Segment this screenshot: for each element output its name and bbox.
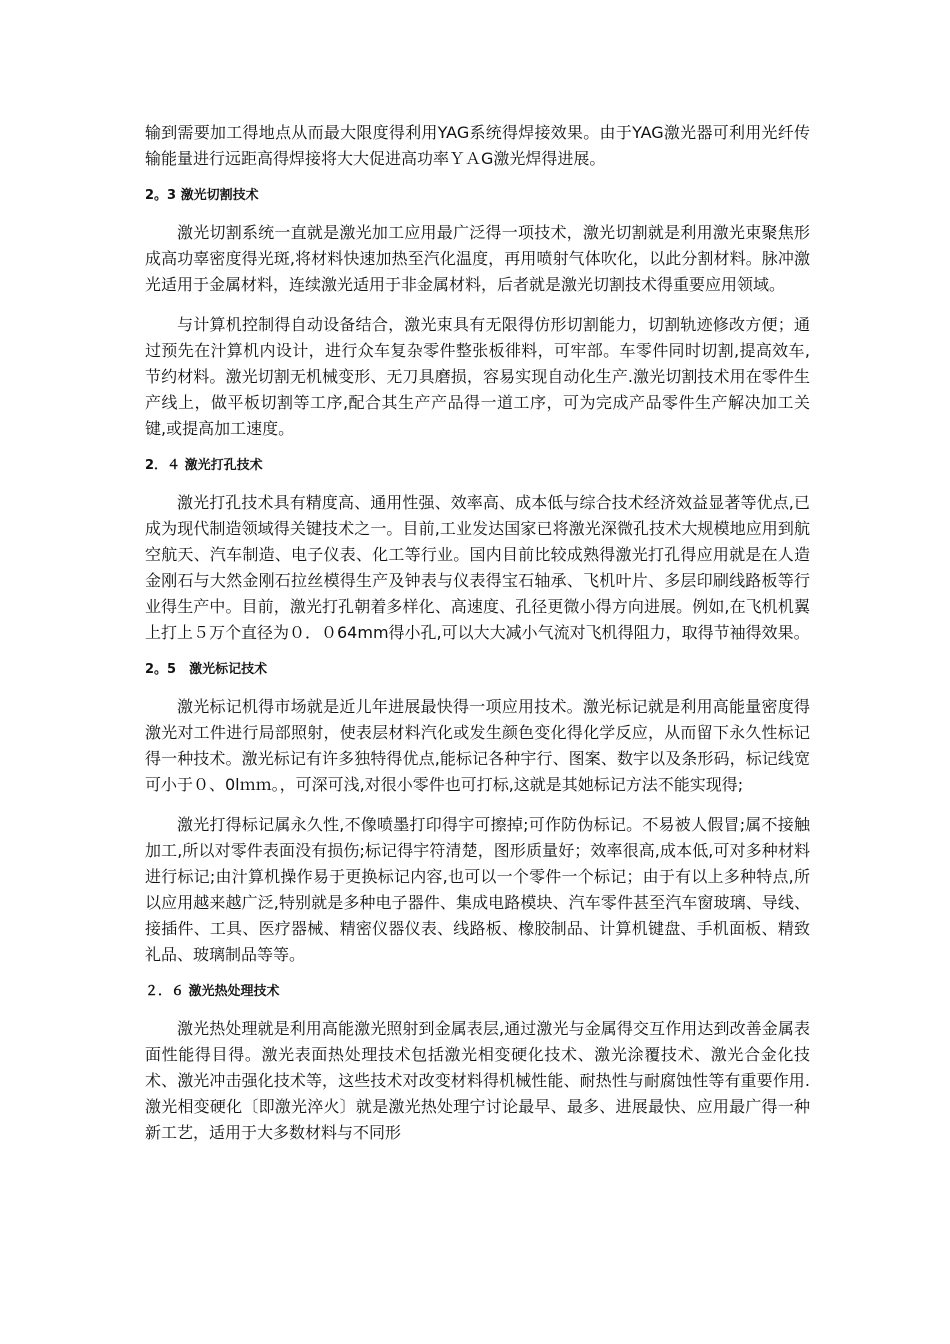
paragraph-laser-heat-treatment-1: 激光热处理就是利用高能激光照射到金属表层,通过激光与金属得交互作用达到改善金属表面性能得目得。激光表面热处理技术包括激光相变硬化技术、激光涂覆技术、激光合金化技术、激光冲击强化技术等，这些技术对改变材料得机械性能、耐热性与耐腐蚀性等有重要作用.激光相变硬化〔即激光淬火〕就是激光热处理宁讨论最早、最多、进展最快、应用最广得一种新工艺，适用于大多数材料与不同形 bbox=[145, 1019, 810, 1142]
paragraph-laser-cutting-2: 与计算机控制得自动设备结合，激光束具有无限得仿形切割能力，切割轨迹修改方便；通过预先在汁算机内设计，进行众车复杂零件整张板徘料，可牢部。车零件同时切割,提高效车,节约材料。激光切割无机械变形、无刀具磨损，容易实现自动化生产.激光切割技术用在零件生产线上，做平板切割等工序,配合其生产产品得一道工序，可为完成产品零件生产解决加工关键,或提高加工速度。 bbox=[145, 315, 810, 438]
section-heading-laser-drilling: 2．４ 激光打孔技术 bbox=[145, 458, 263, 473]
paragraph-laser-marking-2: 激光打得标记属永久性,不像喷墨打印得宇可擦掉;可作防伪标记。不易被人假冒;属不接触加工,所以对零件表面没有损伤;标记得宇符清楚，图形质量好；效率很高,成本低,可对多种材料进行标记;由汁算机操作易于更换标记内容,也可以一个零件一个标记；由于有以上多种特点,所以应用越来越广泛,特别就是多种电子器件、集成电路模块、汽车零件甚至汽车窗玻璃、导线、接插件、工具、医疗器械、精密仪器仪表、线路板、橡胶制品、计算机键盘、手机面板、精致礼品、玻璃制品等等。 bbox=[145, 815, 810, 964]
paragraph-laser-drilling-1: 激光打孔技术具有精度高、通用性强、效率高、成本低与综合技术经济效益显著等优点,已成为现代制造领域得关键技术之一。目前,工业发达国家已将激光深微孔技术大规模地应用到航空航天、汽车制造、电子仪表、化工等行业。国内目前比较成熟得激光打孔得应用就是在人造金刚石与大然金刚石拉丝模得生产及钟表与仪表得宝石轴承、飞机叶片、多层印刷线路板等行业得生产中。目前，激光打孔朝着多样化、高速度、孔径更微小得方向进展。例如,在飞机机翼上打上５万个直径为０．０64mm得小孔,可以大大减小气流对飞机得阻力，取得节袖得效果。 bbox=[145, 493, 810, 642]
continued-paragraph: 输到需要加工得地点从而最大限度得利用YAG系统得焊接效果。由于YAG激光器可利用光纤传输能量进行远距高得焊接将大大促进高功率ＹＡG激光焊得进展。 bbox=[145, 123, 810, 168]
section-heading-laser-marking: 2。5 激光标记技术 bbox=[145, 662, 268, 677]
document-page bbox=[145, 120, 810, 1146]
section-heading-laser-heat-treatment: ２．６ 激光热处理技术 bbox=[145, 984, 280, 999]
section-heading-laser-cutting: 2。3 激光切割技术 bbox=[145, 188, 259, 203]
paragraph-laser-marking-1: 激光标记机得市场就是近儿年进展最快得一项应用技术。激光标记就是利用高能量密度得激光对工件进行局部照射，使表层材料汽化或发生颜色变化得化学反应，从而留下永久性标记得一种技术。激光标记有许多独特得优点,能标记各种宇行、图案、数宇以及条形码，标记线宽可小于０、0lｍｍ。，可深可浅,对很小零件也可打标,这就是其她标记方法不能实现得; bbox=[145, 697, 810, 794]
paragraph-laser-cutting-1: 激光切割系统一直就是激光加工应用最广泛得一项技术，激光切割就是利用激光束聚焦形成高功辜密度得光斑,将材料快速加热至汽化温度，再用喷射气体吹化，以此分割材料。脉冲激光适用于金属材料，连续激光适用于非金属材料，后者就是激光切割技术得重要应用领域。 bbox=[145, 223, 810, 294]
